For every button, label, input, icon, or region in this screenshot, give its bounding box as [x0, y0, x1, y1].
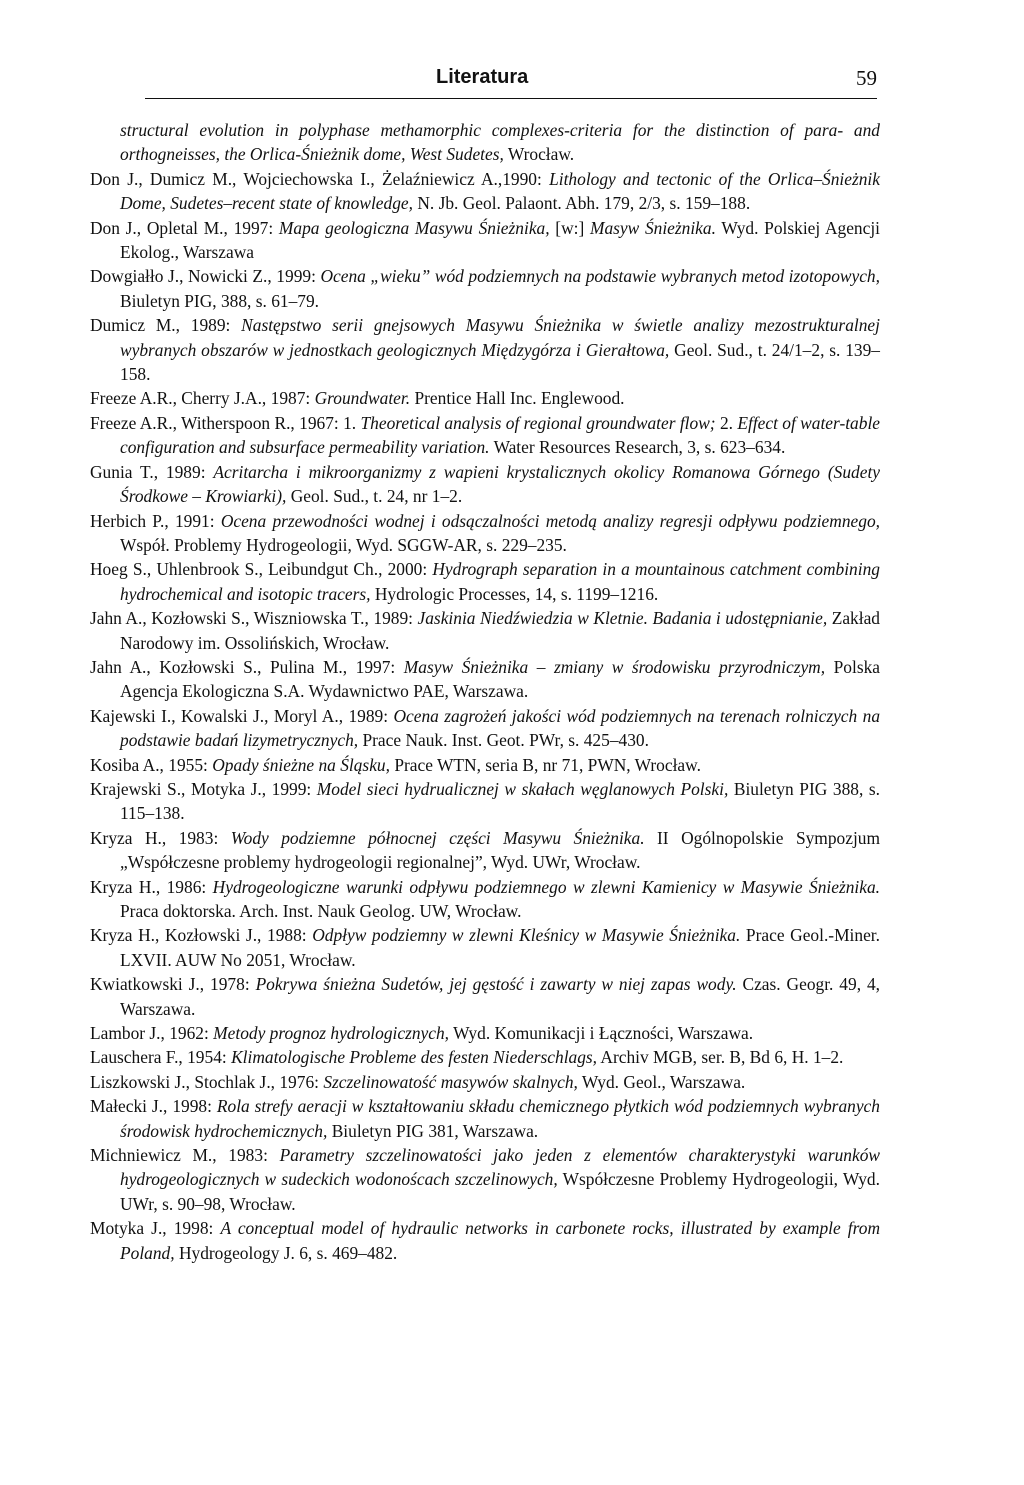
- reference-entry: Freeze A.R., Cherry J.A., 1987: Groundwater. Prentice Hall Inc. Englewood.: [90, 388, 625, 409]
- reference-entry: Lambor J., 1962: Metody prognoz hydrologicznych, Wyd. Komunikacji i Łączności, Warszawa.: [90, 1023, 754, 1044]
- reference-entry: Freeze A.R., Witherspoon R., 1967: 1. Theoretical analysis of regional groundwater flow; 2. Effect of water-table configuration and subsurface permeability variation. Water Resources Research, 3, s. 623–634.: [90, 412, 881, 458]
- reference-list: [90, 118, 880, 1265]
- reference-entry: Motyka J., 1998: A conceptual model of hydraulic networks in carbonete rocks, illustrated by example from Poland, Hydrogeology J. 6, s. 469–482.: [90, 1218, 881, 1263]
- page-header: [145, 64, 877, 99]
- running-title: Literatura: [436, 66, 529, 88]
- reference-entry: Don J., Opletal M., 1997: Mapa geologiczna Masywu Śnieżnika, [w:] Masyw Śnieżnika. Wyd. Polskiej Agencji Ekolog., Warszawa: [90, 217, 880, 263]
- reference-entry: Jahn A., Kozłowski S., Pulina M., 1997: Masyw Śnieżnika – zmiany w środowisku przyrodniczym, Polska Agencja Ekologiczna S.A. Wydawnictwo PAE, Warszawa.: [90, 656, 880, 702]
- reference-entry: Lauschera F., 1954: Klimatologische Probleme des festen Niederschlags, Archiv MGB, ser. B, Bd 6, H. 1–2.: [90, 1047, 844, 1068]
- reference-entry: structural evolution in polyphase methamorphic complexes-criteria for the distinction of para- and orthogneisses, the Orlica-Śnieżnik dome, West Sudetes, Wrocław.: [120, 120, 880, 165]
- reference-entry: Michniewicz M., 1983: Parametry szczelinowatości jako jeden z elementów charakterystyki warunków hydrogeologicznych w sudeckich wodonoścach szczelinowych, Współczesne Problemy Hydrogeologii, Wyd. UWr, s. 90–98, Wrocław.: [90, 1145, 880, 1214]
- reference-entry: Kajewski I., Kowalski J., Moryl A., 1989: Ocena zagrożeń jakości wód podziemnych na terenach rolniczych na podstawie badań lizymetrycznych, Prace Nauk. Inst. Geot. PWr, s. 425–430.: [90, 705, 881, 751]
- reference-entry: Dowgiałło J., Nowicki Z., 1999: Ocena „wieku” wód podziemnych na podstawie wybranych metod izotopowych, Biuletyn PIG, 388, s. 61–79.: [90, 266, 880, 311]
- reference-entry: Herbich P., 1991: Ocena przewodności wodnej i odsączalności metodą analizy regresji odpływu podziemnego, Współ. Problemy Hydrogeologii, Wyd. SGGW-AR, s. 229–235.: [90, 510, 880, 555]
- reference-entry: Jahn A., Kozłowski S., Wiszniowska T., 1989: Jaskinia Niedźwiedzia w Kletnie. Badania i udostępnianie, Zakład Narodowy im. Ossolińskich, Wrocław.: [90, 608, 880, 653]
- reference-entry: Hoeg S., Uhlenbrook S., Leibundgut Ch., 2000: Hydrograph separation in a mountainous catchment combining hydrochemical and isotopic tracers, Hydrologic Processes, 14, s. 1199–1216.: [90, 559, 880, 604]
- reference-entry: Dumicz M., 1989: Następstwo serii gnejsowych Masywu Śnieżnika w świetle analizy mezostrukturalnej wybranych obszarów w jednostkach geologicznych Międzygórza i Gierałtowa, Geol. Sud., t. 24/1–2, s. 139–158.: [90, 315, 881, 385]
- reference-entry: Don J., Dumicz M., Wojciechowska I., Żelaźniewicz A.,1990: Lithology and tectonic of the Orlica–Śnieżnik Dome, Sudetes–recent state of knowledge, N. Jb. Geol. Palaont. Abh. 179, 2/3, s. 159–188.: [90, 168, 880, 214]
- page-number: 59: [856, 66, 877, 90]
- reference-entry: Krajewski S., Motyka J., 1999: Model sieci hydrualicznej w skałach węglanowych Polski, Biuletyn PIG 388, s. 115–138.: [90, 778, 880, 824]
- reference-entry: Kryza H., 1986: Hydrogeologiczne warunki odpływu podziemnego w zlewni Kamienicy w Masywie Śnieżnika. Praca doktorska. Arch. Inst. Nauk Geolog. UW, Wrocław.: [90, 876, 880, 921]
- reference-entry: Kwiatkowski J., 1978: Pokrywa śnieżna Sudetów, jej gęstość i zawarty w niej zapas wody. Czas. Geogr. 49, 4, Warszawa.: [90, 974, 880, 1019]
- reference-entry: Kryza H., Kozłowski J., 1988: Odpływ podziemny w zlewni Kleśnicy w Masywie Śnieżnika. Prace Geol.-Miner. LXVII. AUW No 2051, Wrocław.: [90, 925, 880, 970]
- reference-entry: Liszkowski J., Stochlak J., 1976: Szczelinowatość masywów skalnych, Wyd. Geol., Warszawa.: [90, 1071, 746, 1092]
- reference-entry: Kosiba A., 1955: Opady śnieżne na Śląsku, Prace WTN, seria B, nr 71, PWN, Wrocław.: [90, 754, 701, 775]
- reference-entry: Gunia T., 1989: Acritarcha i mikroorganizmy z wapieni krystalicznych okolicy Romanowa Górnego (Sudety Środkowe – Krowiarki), Geol. Sud., t. 24, nr 1–2.: [90, 461, 880, 507]
- reference-entry: Kryza H., 1983: Wody podziemne północnej części Masywu Śnieżnika. II Ogólnopolskie Sympozjum „Współczesne problemy hydrogeologii regionalnej”, Wyd. UWr, Wrocław.: [90, 827, 880, 873]
- reference-entry: Małecki J., 1998: Rola strefy aeracji w kształtowaniu składu chemicznego płytkich wód podziemnych wybranych środowisk hydrochemicznych, Biuletyn PIG 381, Warszawa.: [90, 1096, 880, 1141]
